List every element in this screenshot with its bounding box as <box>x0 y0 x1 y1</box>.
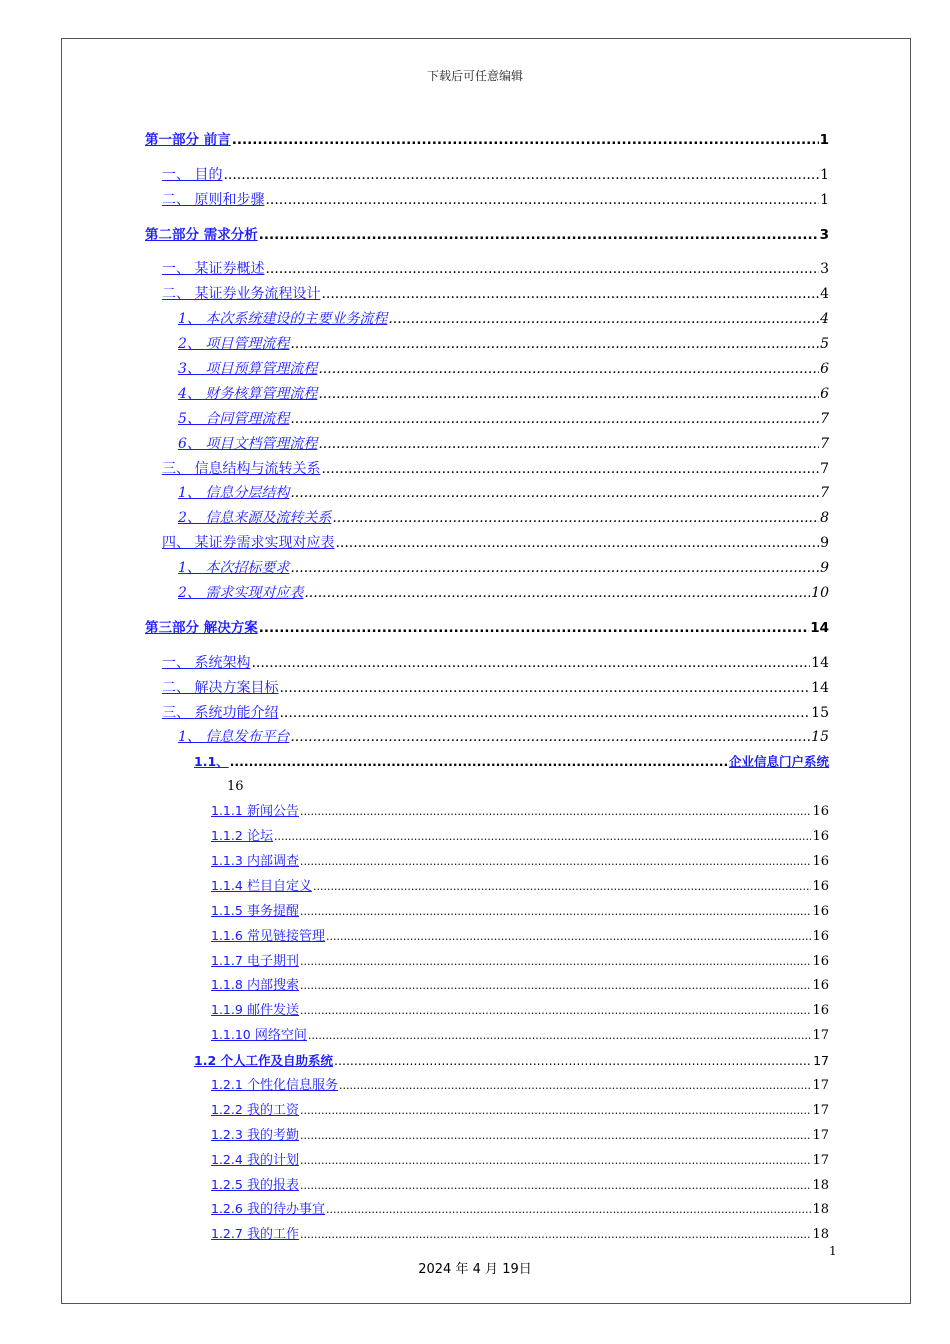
toc-page-number: 9 <box>820 535 829 552</box>
toc-page-number: 1 <box>820 191 829 208</box>
toc-leader-dots <box>335 534 819 552</box>
page-number: 1 <box>829 1244 837 1258</box>
toc-entry[interactable] <box>145 612 829 637</box>
toc-entry[interactable] <box>145 995 829 1020</box>
toc-entry-link[interactable]: 5、 合同管理流程 <box>178 410 290 427</box>
toc-entry-link[interactable] <box>211 877 312 896</box>
toc-entry[interactable] <box>145 697 829 722</box>
toc-entry[interactable] <box>145 428 829 453</box>
toc-entry-link[interactable]: 2、 需求实现对应表 <box>178 585 304 602</box>
toc-entry-number: 1.1.8 <box>211 977 243 993</box>
toc-page-number: 17 <box>812 1077 829 1093</box>
toc-page-number: 7 <box>820 410 829 427</box>
toc-page-number: 6 <box>820 361 829 378</box>
footer-month: 4 <box>472 1262 481 1277</box>
toc-entry[interactable] <box>145 796 829 821</box>
toc-entry-link[interactable] <box>211 1176 299 1195</box>
toc-entry-link[interactable] <box>211 976 299 995</box>
toc-page-number: 18 <box>812 1177 829 1193</box>
toc-entry[interactable] <box>145 647 829 672</box>
toc-entry-link[interactable] <box>211 1126 299 1145</box>
toc-leader-dots <box>308 1027 812 1045</box>
toc-entry[interactable] <box>145 184 829 209</box>
toc-page-number: 16 <box>812 853 829 869</box>
toc-gap <box>145 602 829 612</box>
toc-entry-link[interactable]: 第三部分 解决方案 <box>145 619 258 636</box>
toc-entry[interactable] <box>145 871 829 896</box>
toc-page-number: 15 <box>811 729 829 746</box>
toc-leader-dots <box>300 1177 811 1195</box>
toc-entry-link[interactable]: 2、 信息来源及流转关系 <box>178 510 332 527</box>
toc-entry-link[interactable] <box>211 1101 299 1120</box>
toc-entry-link[interactable]: 四、 某证券需求实现对应表 <box>162 535 335 552</box>
toc-leader-dots <box>279 679 810 697</box>
toc-entry-link[interactable]: 3、 项目预算管理流程 <box>178 361 318 378</box>
toc-entry-number: 1.1.5 <box>211 902 243 918</box>
toc-leader-dots <box>290 559 819 577</box>
toc-entry[interactable] <box>145 378 829 403</box>
toc-entry[interactable] <box>145 278 829 303</box>
toc-page-number: 10 <box>811 585 829 602</box>
toc-entry-number: 1.2.7 <box>211 1226 243 1242</box>
toc-page-number: 8 <box>820 510 829 527</box>
toc-entry-number: 1.1.1 <box>211 803 243 819</box>
toc-entry-number: 1.2.1 <box>211 1076 243 1092</box>
toc-entry[interactable] <box>145 821 829 846</box>
toc-entry-link[interactable]: 二、 解决方案目标 <box>162 679 279 696</box>
toc-page-number: 7 <box>820 485 829 502</box>
toc-entry[interactable] <box>145 971 829 996</box>
toc-entry[interactable] <box>145 577 829 602</box>
toc-entry[interactable] <box>145 746 829 771</box>
toc-entry-link[interactable]: 第二部分 需求分析 <box>145 226 258 243</box>
header-note: 下载后可任意编辑 <box>426 69 523 83</box>
toc-entry-number: 1.2.3 <box>211 1126 243 1142</box>
toc-entry-link[interactable] <box>194 1052 333 1070</box>
toc-page-number: 16 <box>812 1003 829 1019</box>
toc-entry-number: 1.1.4 <box>211 877 243 893</box>
toc-leader-dots <box>300 1127 811 1145</box>
toc-entry-title: 个性化信息服务 <box>246 1077 338 1093</box>
toc-entry[interactable] <box>145 722 829 747</box>
toc-entry-link[interactable]: 三、 系统功能介绍 <box>162 704 279 721</box>
toc-leader-dots <box>326 928 811 946</box>
toc-leader-dots <box>259 619 810 637</box>
toc-entry[interactable] <box>145 159 829 184</box>
toc-entry-title[interactable]: 企业信息门户系统 <box>728 754 829 770</box>
toc-page-number: 17 <box>812 1102 829 1118</box>
toc-page-number: 18 <box>812 1202 829 1218</box>
toc-entry[interactable] <box>145 502 829 527</box>
toc-orphan-page <box>145 771 829 796</box>
toc-page-number: 16 <box>812 903 829 919</box>
toc-leader-dots <box>279 704 810 722</box>
toc-entry-link[interactable]: 一、 某证券概述 <box>162 261 265 278</box>
toc-leader-dots <box>265 260 819 278</box>
footer-year-unit: 年 <box>455 1262 469 1277</box>
toc-entry-link[interactable] <box>211 927 325 946</box>
toc-leader-dots <box>318 385 819 403</box>
toc-leader-dots <box>321 460 819 478</box>
toc-page-number: 3 <box>820 261 829 278</box>
toc-leader-dots <box>318 360 819 378</box>
toc-leader-dots <box>251 654 810 672</box>
toc-page-number: 14 <box>810 619 829 636</box>
toc-leader-dots <box>300 903 811 921</box>
toc-leader-dots <box>300 853 811 871</box>
toc-entry[interactable] <box>145 1195 829 1220</box>
toc-leader-dots <box>290 335 819 353</box>
toc-entry-number: 1.2.4 <box>211 1151 243 1167</box>
toc-leader-dots <box>300 977 811 995</box>
toc-entry[interactable] <box>145 353 829 378</box>
toc-page-number: 17 <box>813 1053 829 1069</box>
toc-page-number: 16 <box>812 829 829 845</box>
toc-entry[interactable] <box>145 328 829 353</box>
toc-entry-title: 个人工作及自助系统 <box>220 1053 334 1069</box>
toc-entry[interactable] <box>145 896 829 921</box>
toc-leader-dots <box>300 803 811 821</box>
toc-entry-title: 论坛 <box>246 829 273 845</box>
footer-day: 19 <box>502 1262 519 1277</box>
toc-entry-number[interactable]: 1.1、 <box>194 754 229 770</box>
toc-page-number: 16 <box>812 804 829 820</box>
toc-entry-link[interactable]: 一、 系统架构 <box>162 654 251 671</box>
table-of-contents <box>145 124 829 1244</box>
toc-entry-link[interactable]: 1、 本次系统建设的主要业务流程 <box>178 311 388 328</box>
toc-page-number: 1 <box>820 166 829 183</box>
toc-entry-title: 网络空间 <box>254 1028 307 1044</box>
toc-gap <box>145 637 829 647</box>
toc-entry[interactable] <box>145 1120 829 1145</box>
toc-page-number: 15 <box>811 704 829 721</box>
toc-entry-number: 1.1.3 <box>211 852 243 868</box>
toc-entry-link[interactable]: 一、 目的 <box>162 166 223 183</box>
toc-entry-number: 1.1.9 <box>211 1002 243 1018</box>
toc-entry-title: 我的报表 <box>246 1177 299 1193</box>
toc-entry-link[interactable]: 第一部分 前言 <box>145 131 231 148</box>
toc-entry-title: 常见链接管理 <box>246 928 325 944</box>
toc-page-number: 17 <box>812 1127 829 1143</box>
toc-entry-title: 内部调查 <box>246 853 299 869</box>
toc-entry[interactable] <box>145 254 829 279</box>
footer-year: 2024 <box>418 1262 452 1277</box>
toc-entry-number: 1.2.2 <box>211 1101 243 1117</box>
toc-entry-title: 我的考勤 <box>246 1127 299 1143</box>
toc-leader-dots <box>332 509 819 527</box>
toc-entry-link[interactable]: 1、 本次招标要求 <box>178 560 290 577</box>
toc-page-number: 14 <box>811 654 829 671</box>
toc-entry[interactable] <box>145 946 829 971</box>
toc-entry-link[interactable] <box>211 802 299 821</box>
toc-leader-dots <box>300 1152 811 1170</box>
toc-entry-number: 1.1.6 <box>211 927 243 943</box>
toc-page-number: 4 <box>820 286 829 303</box>
toc-page-number: 7 <box>820 435 829 452</box>
toc-entry[interactable] <box>145 219 829 244</box>
toc-entry[interactable] <box>145 1145 829 1170</box>
toc-leader-dots <box>265 191 819 209</box>
toc-entry-link[interactable] <box>211 1225 299 1244</box>
toc-entry-link[interactable] <box>211 1001 299 1020</box>
toc-entry-title: 我的计划 <box>246 1152 299 1168</box>
toc-page-number: 6 <box>820 385 829 402</box>
toc-entry[interactable] <box>145 527 829 552</box>
toc-leader-dots <box>223 166 819 184</box>
toc-entry[interactable] <box>145 1020 829 1045</box>
toc-entry-title: 栏目自定义 <box>246 878 312 894</box>
toc-page-number: 18 <box>812 1227 829 1243</box>
toc-leader-dots <box>318 435 819 453</box>
toc-entry[interactable] <box>145 1095 829 1120</box>
toc-entry-link[interactable]: 二、 某证券业务流程设计 <box>162 286 321 303</box>
toc-entry-title: 我的工作 <box>246 1227 299 1243</box>
toc-leader-dots <box>300 1226 811 1244</box>
toc-entry[interactable] <box>145 403 829 428</box>
toc-entry-title: 邮件发送 <box>246 1003 299 1019</box>
toc-entry-number: 1.1.7 <box>211 952 243 968</box>
toc-entry[interactable] <box>145 1070 829 1095</box>
toc-leader-dots <box>290 484 819 502</box>
toc-entry-title: 我的工资 <box>246 1102 299 1118</box>
toc-entry-number: 1.1.2 <box>211 828 243 844</box>
toc-entry-title: 事务提醒 <box>246 903 299 919</box>
toc-leader-dots <box>230 753 728 771</box>
toc-entry[interactable] <box>145 672 829 697</box>
toc-page-number: 1 <box>819 131 829 148</box>
toc-leader-dots <box>290 728 810 746</box>
toc-leader-dots <box>326 1201 811 1219</box>
toc-page-number: 16 <box>812 953 829 969</box>
toc-leader-dots <box>232 131 819 149</box>
toc-entry[interactable] <box>145 921 829 946</box>
toc-leader-dots <box>334 1052 812 1070</box>
toc-leader-dots <box>259 226 819 244</box>
toc-entry-link[interactable] <box>211 902 299 921</box>
toc-page-number: 9 <box>820 560 829 577</box>
toc-entry[interactable] <box>145 552 829 577</box>
toc-gap <box>145 149 829 159</box>
toc-entry-link[interactable]: 6、 项目文档管理流程 <box>178 435 318 452</box>
toc-entry-number: 1.2.5 <box>211 1176 243 1192</box>
toc-entry-link[interactable] <box>211 1026 307 1045</box>
toc-leader-dots <box>313 878 811 896</box>
toc-leader-dots <box>388 310 819 328</box>
toc-entry[interactable] <box>145 1045 829 1070</box>
toc-entry-title: 电子期刊 <box>246 953 299 969</box>
toc-leader-dots <box>274 828 811 846</box>
toc-entry[interactable] <box>145 124 829 149</box>
toc-page-number: 16 <box>812 928 829 944</box>
toc-leader-dots <box>339 1077 811 1095</box>
toc-entry-title: 新闻公告 <box>246 804 299 820</box>
toc-entry-link[interactable]: 4、 财务核算管理流程 <box>178 385 318 402</box>
toc-entry[interactable] <box>145 303 829 328</box>
toc-entry-link[interactable] <box>211 1200 325 1219</box>
toc-page-number: 3 <box>819 226 829 243</box>
toc-entry-link[interactable] <box>211 952 299 971</box>
toc-leader-dots <box>304 584 810 602</box>
toc-entry-link[interactable]: 三、 信息结构与流转关系 <box>162 460 321 477</box>
toc-entry[interactable] <box>145 478 829 503</box>
toc-entry-link[interactable] <box>211 827 273 846</box>
toc-page-number: 7 <box>820 460 829 477</box>
toc-page-number: 5 <box>820 336 829 353</box>
toc-leader-dots <box>321 285 819 303</box>
toc-entry-title: 内部搜索 <box>246 978 299 994</box>
toc-page-number: 16 <box>227 779 244 795</box>
toc-page-number: 16 <box>812 878 829 894</box>
toc-leader-dots <box>290 410 819 428</box>
footer-month-unit: 月 <box>485 1262 499 1277</box>
toc-leader-dots <box>300 1002 811 1020</box>
toc-entry-link[interactable]: 二、 原则和步骤 <box>162 191 265 208</box>
toc-page-number: 17 <box>812 1028 829 1044</box>
footer-day-unit: 日 <box>518 1262 532 1277</box>
footer-date <box>0 1258 950 1277</box>
toc-page-number: 4 <box>820 311 829 328</box>
toc-entry-title: 我的待办事宜 <box>246 1202 325 1218</box>
toc-entry-link[interactable]: 1、 信息分层结构 <box>178 485 290 502</box>
toc-entry-link[interactable]: 2、 项目管理流程 <box>178 336 290 353</box>
toc-gap <box>145 209 829 219</box>
toc-entry-link[interactable] <box>211 1151 299 1170</box>
toc-entry-link[interactable] <box>211 852 299 871</box>
toc-entry-number: 1.1.10 <box>211 1027 251 1043</box>
toc-entry[interactable] <box>145 1170 829 1195</box>
toc-page-number: 17 <box>812 1152 829 1168</box>
toc-entry[interactable] <box>145 1219 829 1244</box>
toc-leader-dots <box>300 953 811 971</box>
toc-page-number: 16 <box>812 978 829 994</box>
toc-entry-number: 1.2.6 <box>211 1201 243 1217</box>
toc-entry-link[interactable]: 1、 信息发布平台 <box>178 729 290 746</box>
toc-page-number: 14 <box>811 679 829 696</box>
toc-entry-link[interactable] <box>211 1076 338 1095</box>
toc-entry[interactable] <box>145 846 829 871</box>
toc-entry-number: 1.2 <box>194 1053 217 1069</box>
toc-leader-dots <box>300 1102 811 1120</box>
toc-entry[interactable] <box>145 453 829 478</box>
toc-gap <box>145 244 829 254</box>
